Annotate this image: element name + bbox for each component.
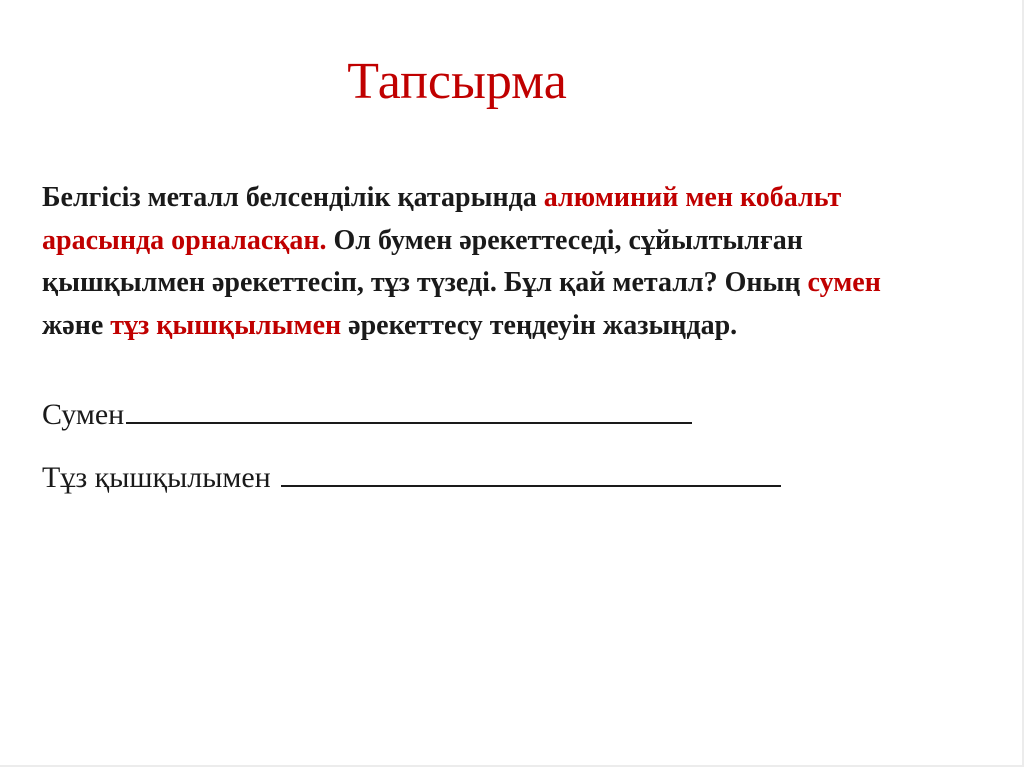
task-highlight-location: алюминий мен кобальт арасында орналасқан. (42, 182, 842, 256)
task-highlight-water: сумен (807, 267, 881, 298)
task-text-part-2: Ол бумен әрекеттеседі, сұйылтылған қышқылмен әрекеттесіп, тұз түзеді. Бұл қай металл? Оның (42, 224, 808, 298)
answer-acid-label: Тұз қышқылымен (42, 461, 271, 494)
answer-acid-blank[interactable] (281, 455, 781, 487)
task-text-part-3: және (42, 309, 111, 341)
slide-title: Тапсырма (347, 53, 567, 110)
answer-water-blank[interactable] (126, 392, 692, 424)
answer-acid-row (42, 455, 781, 496)
answer-water-row (42, 392, 692, 433)
task-text (42, 177, 922, 347)
answer-water-label: Сумен (42, 398, 125, 431)
task-text-part-4: әрекеттесу теңдеуін жазыңдар. (341, 309, 738, 341)
task-highlight-acid: тұз қышқылымен (110, 309, 342, 341)
task-text-part-1: Белгісіз металл белсенділік қатарында (42, 182, 544, 213)
